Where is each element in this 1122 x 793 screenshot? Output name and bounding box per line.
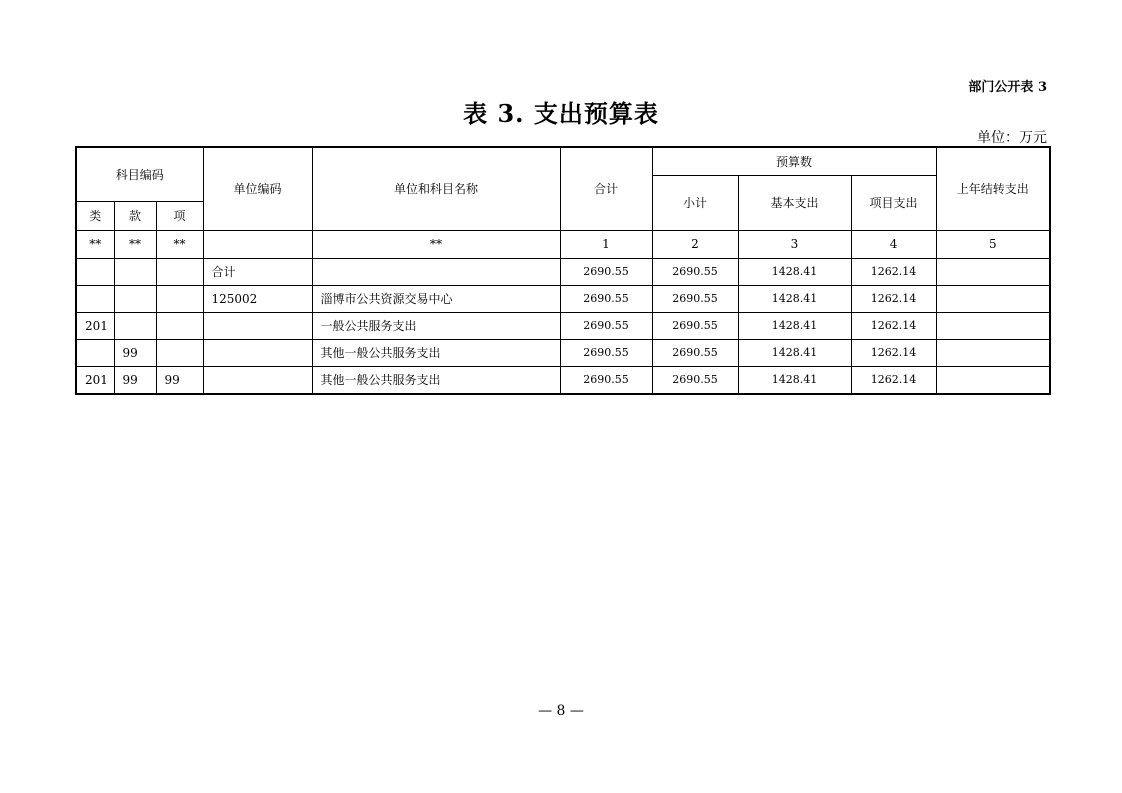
page-number: — 8 — — [538, 703, 584, 719]
header-carryover-expense: 上年结转支出 — [936, 147, 1050, 230]
header-total: 合计 — [560, 147, 652, 230]
header-project-expense: 项目支出 — [851, 175, 936, 230]
cell-project: 1262.14 — [851, 258, 936, 285]
index-cell: 1 — [560, 230, 652, 258]
index-row — [76, 230, 1050, 258]
unit-label: 单位：万元 — [977, 130, 1047, 146]
header-subject-code: 科目编码 — [76, 147, 203, 201]
index-cell: ** — [76, 230, 114, 258]
header-unit-subject-name: 单位和科目名称 — [312, 147, 560, 230]
cell-subtotal: 2690.55 — [652, 285, 738, 312]
cell-xiang — [156, 339, 203, 366]
cell-subtotal: 2690.55 — [652, 258, 738, 285]
cell-total: 2690.55 — [560, 312, 652, 339]
index-cell — [203, 230, 312, 258]
cell-carryover — [936, 339, 1050, 366]
cell-carryover — [936, 366, 1050, 394]
page-title: 表 3. 支出预算表 — [463, 99, 659, 128]
index-cell: 3 — [738, 230, 851, 258]
cell-xiang — [156, 258, 203, 285]
cell-unit-code: 125002 — [203, 285, 312, 312]
index-cell: 4 — [851, 230, 936, 258]
cell-basic: 1428.41 — [738, 258, 851, 285]
index-cell: ** — [312, 230, 560, 258]
header-subtotal: 小计 — [652, 175, 738, 230]
table-row — [76, 312, 1050, 339]
cell-lei: 201 — [76, 366, 114, 394]
index-cell: 5 — [936, 230, 1050, 258]
cell-xiang — [156, 312, 203, 339]
cell-name: 淄博市公共资源交易中心 — [312, 285, 560, 312]
cell-kuan — [114, 312, 156, 339]
cell-unit-code — [203, 366, 312, 394]
header-lei: 类 — [76, 201, 114, 230]
header-unit-code: 单位编码 — [203, 147, 312, 230]
cell-total: 2690.55 — [560, 366, 652, 394]
cell-name — [312, 258, 560, 285]
table-row — [76, 285, 1050, 312]
cell-name: 一般公共服务支出 — [312, 312, 560, 339]
table-row — [76, 366, 1050, 394]
cell-carryover — [936, 258, 1050, 285]
cell-unit-code: 合计 — [203, 258, 312, 285]
cell-project: 1262.14 — [851, 339, 936, 366]
cell-carryover — [936, 312, 1050, 339]
cell-project: 1262.14 — [851, 285, 936, 312]
cell-xiang: 99 — [156, 366, 203, 394]
header-budget: 预算数 — [652, 147, 936, 175]
cell-xiang — [156, 285, 203, 312]
cell-name: 其他一般公共服务支出 — [312, 366, 560, 394]
cell-kuan: 99 — [114, 366, 156, 394]
cell-total: 2690.55 — [560, 339, 652, 366]
cell-total: 2690.55 — [560, 258, 652, 285]
corner-label: 部门公开表 3 — [968, 80, 1047, 95]
cell-basic: 1428.41 — [738, 366, 851, 394]
header-basic-expense: 基本支出 — [738, 175, 851, 230]
table-row — [76, 258, 1050, 285]
cell-subtotal: 2690.55 — [652, 366, 738, 394]
cell-basic: 1428.41 — [738, 285, 851, 312]
cell-lei — [76, 258, 114, 285]
cell-kuan — [114, 258, 156, 285]
cell-lei: 201 — [76, 312, 114, 339]
cell-subtotal: 2690.55 — [652, 339, 738, 366]
cell-subtotal: 2690.55 — [652, 312, 738, 339]
cell-total: 2690.55 — [560, 285, 652, 312]
index-cell: 2 — [652, 230, 738, 258]
cell-unit-code — [203, 339, 312, 366]
cell-project: 1262.14 — [851, 366, 936, 394]
index-cell: ** — [114, 230, 156, 258]
cell-unit-code — [203, 312, 312, 339]
cell-basic: 1428.41 — [738, 312, 851, 339]
budget-table — [75, 146, 1051, 395]
cell-kuan — [114, 285, 156, 312]
table-row — [76, 339, 1050, 366]
header-kuan: 款 — [114, 201, 156, 230]
cell-lei — [76, 285, 114, 312]
index-cell: ** — [156, 230, 203, 258]
header-xiang: 项 — [156, 201, 203, 230]
cell-lei — [76, 339, 114, 366]
cell-kuan: 99 — [114, 339, 156, 366]
cell-basic: 1428.41 — [738, 339, 851, 366]
cell-name: 其他一般公共服务支出 — [312, 339, 560, 366]
cell-project: 1262.14 — [851, 312, 936, 339]
cell-carryover — [936, 285, 1050, 312]
